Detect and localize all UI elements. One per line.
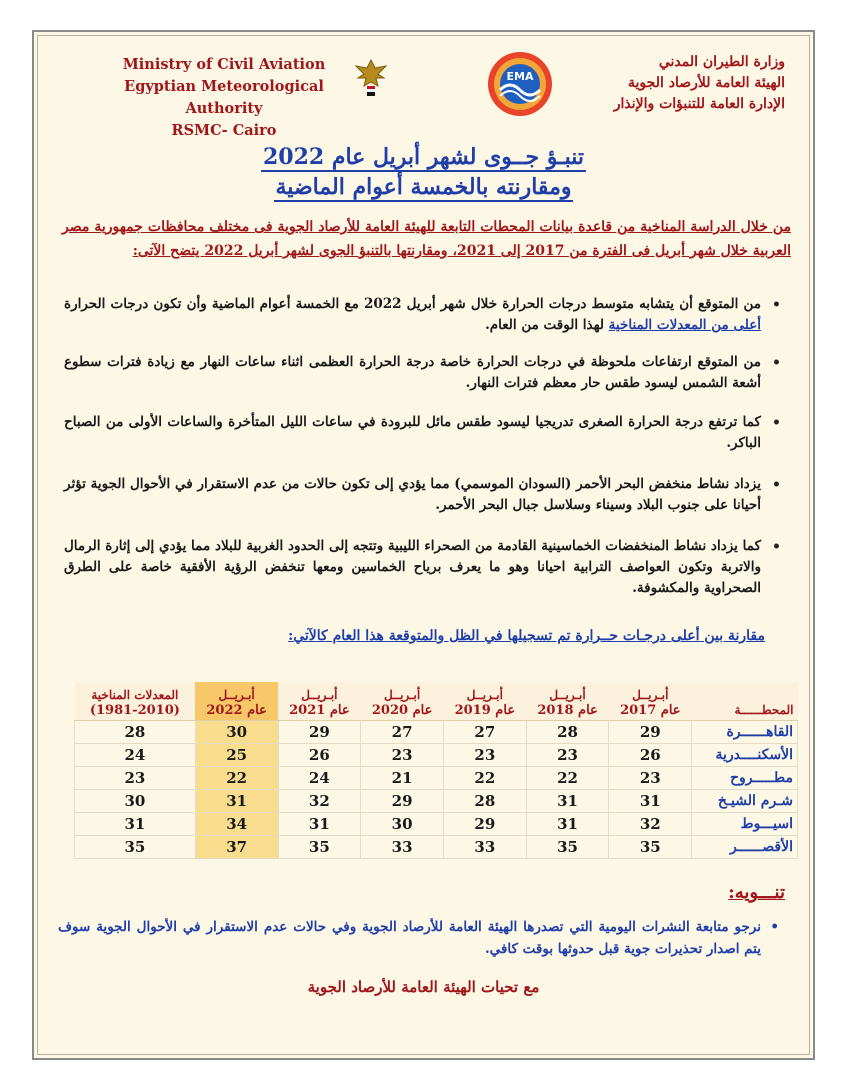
- document-page: [32, 30, 815, 1060]
- ema-logo-text: EMA: [506, 70, 534, 83]
- rsmc-name-en: RSMC- Cairo: [171, 122, 277, 139]
- closing-signature: مع تحيات الهيئة العامة للأرصاد الجوية: [307, 978, 540, 996]
- bullet-icon: •: [772, 539, 781, 555]
- note-heading: تنـــويه:: [728, 882, 785, 903]
- authority-name-en: Egyptian Meteorological Authority: [124, 78, 324, 117]
- highlight-text: أعلى من المعدلات المناخية: [608, 317, 761, 333]
- bullet-icon: •: [770, 919, 779, 935]
- forecast-bullets: [64, 294, 783, 599]
- column-header-2019: أبـريــل عام 2019: [443, 682, 526, 721]
- column-header-2021: أبـريــل عام 2021: [278, 682, 361, 721]
- table-row: شـرم الشيـخ 31 31 28 29 32 31 30: [75, 790, 798, 813]
- table-row: اسيـــوط 32 31 29 30 31 34 31: [75, 813, 798, 836]
- temperature-table: [74, 682, 798, 859]
- bullet-icon: •: [772, 297, 781, 313]
- list-item: • من المتوقع أن يتشابه متوسط درجات الحرارة خلال شهر أبريل 2022 مع الخمسة أعوام الماضية وأن تكون درجات الحرارة أعلى من المعدلات المناخية لهذا الوقت من العام.: [64, 296, 781, 333]
- title-line-2: ومقارنته بالخمسة أعوام الماضية: [275, 174, 572, 200]
- department-name-ar: الإدارة العامة للتنبؤات والإنذار: [613, 96, 785, 112]
- ministry-name-ar: وزارة الطيران المدني: [658, 54, 785, 70]
- note-paragraph: • نرجو متابعة النشرات اليومية التي تصدرها الهيئة العامة للأرصاد الجوية وفي حالات عدم الاستقرار في الأحوال الجوية سوف يتم اصدار تحذيرات جوية قبل حدوثها بوقت كافي.: [58, 916, 783, 960]
- intro-paragraph: من خلال الدراسة المناخية من قاعدة بيانات المحطات التابعة للهيئة العامة للأرصاد الجوية فى مختلف محافظات جمهورية مصر العربية خلال شهر أبريل فى الفترة من 2017 إلى 2021، ومقارنتها بالتنبؤ الجوى لشهر أبريل 2022 يتضح الآتى:: [62, 219, 791, 259]
- column-header-2022: أبـريــل عام 2022: [195, 682, 278, 721]
- comparison-heading: مقارنة بين أعلى درجـات حــرارة تم تسجيلها في الظل والمتوقعة هذا العام كالآتي:: [288, 628, 765, 644]
- table-header-row: [75, 682, 798, 721]
- title-line-1: تنبـؤ جــوى لشهر أبريل عام 2022: [262, 144, 585, 170]
- table-row: مطـــــروح 23 22 22 21 24 22 23: [75, 767, 798, 790]
- authority-name-ar: الهيئة العامة للأرصاد الجوية: [628, 75, 785, 91]
- column-header-climate-normal: المعدلات المناخية (1981-2010): [75, 682, 196, 721]
- bullet-icon: •: [772, 477, 781, 493]
- list-item: • يزداد نشاط منخفض البحر الأحمر (السودان الموسمي) مما يؤدي إلى تكون حالات من عدم الاستقرار في الأحوال الجوية تؤثر أحيانا على جنوب البلاد وسيناء وسلاسل جبال البحر الأحمر.: [64, 476, 781, 513]
- eagle-emblem-icon: [352, 56, 390, 100]
- table-row: الأسكنــــدرية 26 23 23 23 26 25 24: [75, 744, 798, 767]
- table-row: الأقصــــــر 35 35 33 33 35 37 35: [75, 836, 798, 859]
- table-row: القاهــــــرة 29 28 27 27 29 30 28: [75, 721, 798, 744]
- column-header-2020: أبـريــل عام 2020: [361, 682, 444, 721]
- list-item: • كما ترتفع درجة الحرارة الصغرى تدريجيا ليسود طقس مائل للبرودة في ساعات الليل المتأخرة والساعات الأولى من الصباح الباكر.: [64, 414, 781, 451]
- column-header-2017: أبـريــل عام 2017: [609, 682, 692, 721]
- list-item: • من المتوقع ارتفاعات ملحوظة في درجات الحرارة خاصة درجة الحرارة العظمى اثناء ساعات النهار مع زيادة فترات سطوع أشعة الشمس ليسود طقس حار معظم فترات النهار.: [64, 354, 781, 391]
- bullet-icon: •: [772, 415, 781, 431]
- list-item: • كما يزداد نشاط المنخفضات الخماسينية القادمة من الصحراء الليبية وتتجه إلى الحدود الغربية للبلاد مما يؤدي إلى إثارة الرمال والاتربة وتكون العواصف الترابية احيانا وهو ما يعرف برياح الخماسين ومعها تنخفض الرؤية الأفقية خاصة على الطرق الصحراوية والمكشوفة.: [64, 538, 781, 596]
- column-header-station: المحطــــــة: [692, 682, 798, 721]
- ministry-name-en: Ministry of Civil Aviation: [122, 56, 326, 73]
- header-english: [94, 54, 354, 142]
- header-arabic: [535, 52, 785, 115]
- bullet-icon: •: [772, 355, 781, 371]
- column-header-2018: أبـريــل عام 2018: [526, 682, 609, 721]
